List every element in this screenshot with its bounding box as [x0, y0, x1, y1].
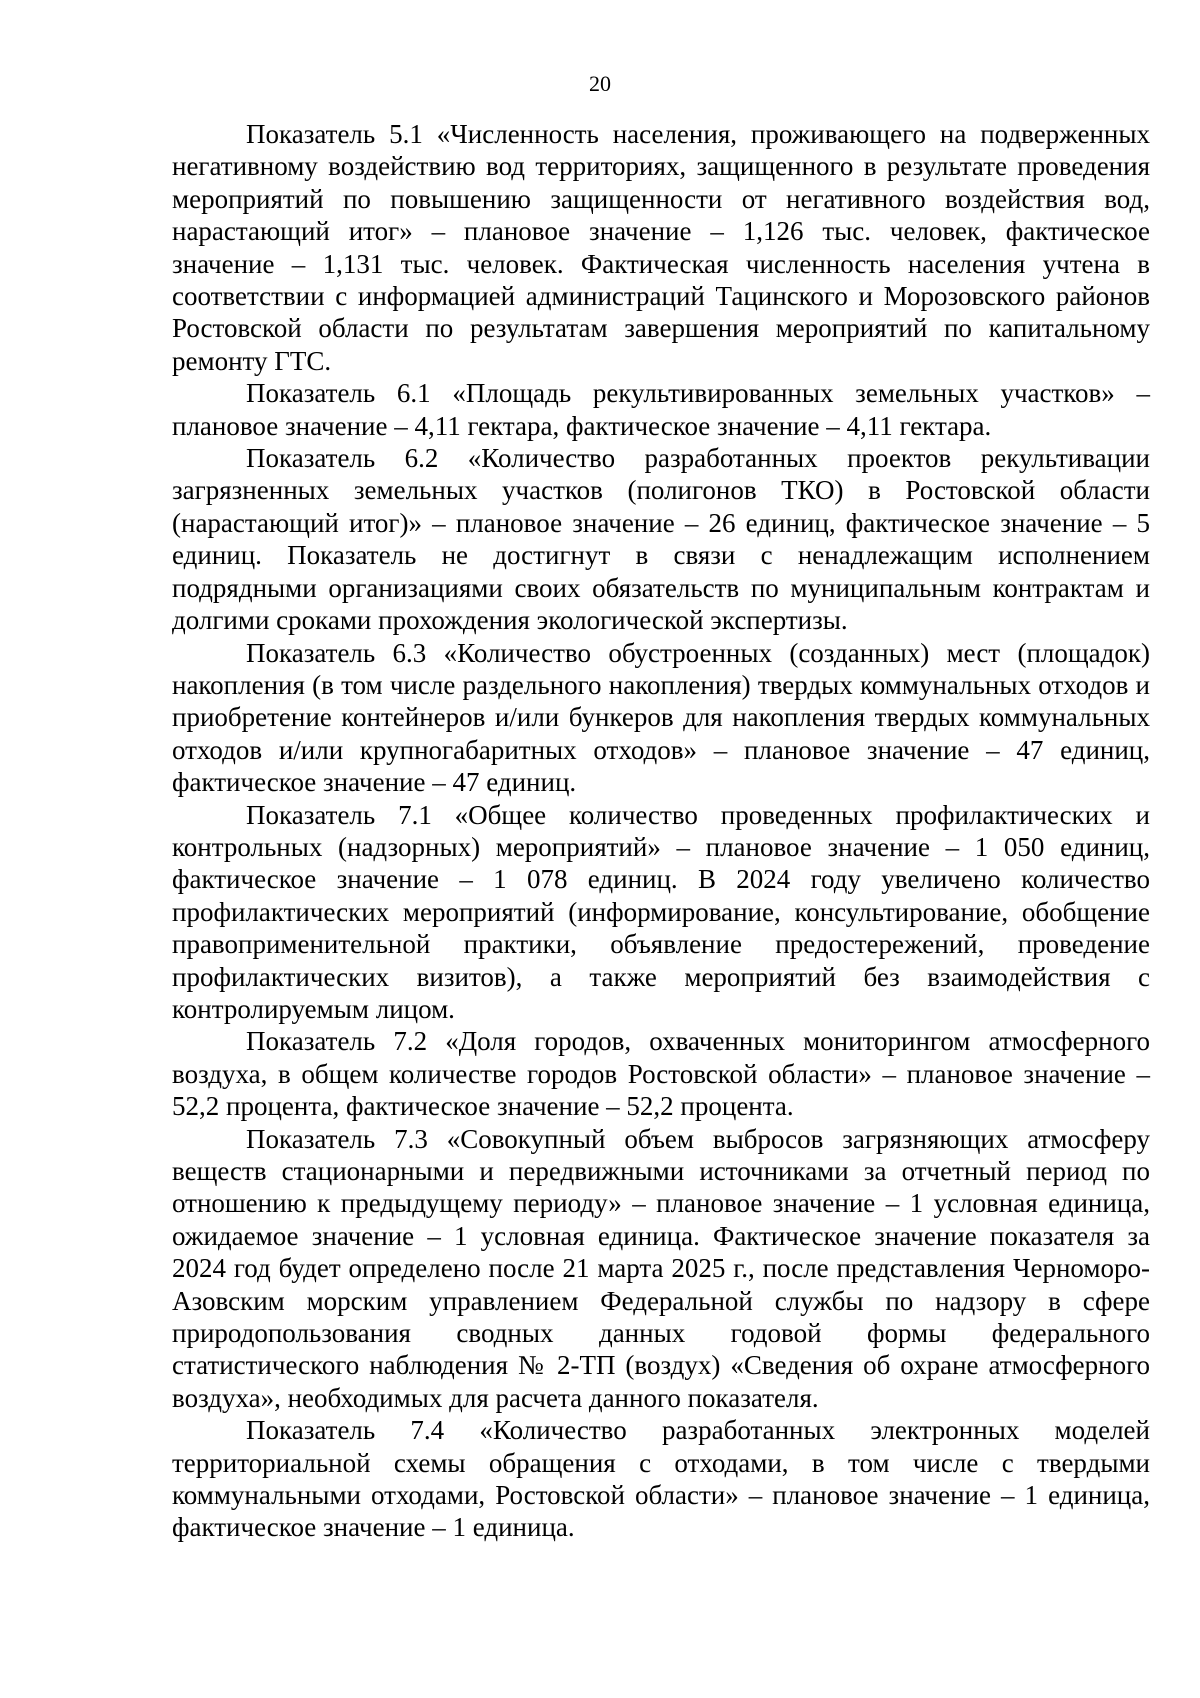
paragraph-indicator-5-1: Показатель 5.1 «Численность населения, проживающего на подверженных негативному воздействию вод территориях, защищенного в результате проведения мероприятий по повышению защищенности от негативного воздействия вод, нарастающий итог» – плановое значение – 1,126 тыс. человек, фактическое значение – 1,131 тыс. человек. Фактическая численность населения учтена в соответствии с информацией администраций Тацинского и Морозовского районов Ростовской области по результатам завершения мероприятий по капитальному ремонту ГТС. — [172, 119, 1150, 376]
paragraph-indicator-6-3: Показатель 6.3 «Количество обустроенных (созданных) мест (площадок) накопления (в том числе раздельного накопления) твердых коммунальных отходов и приобретение контейнеров и/или бункеров для накопления твердых коммунальных отходов и/или крупногабаритных отходов» – плановое значение – 47 единиц, фактическое значение – 47 единиц. — [172, 637, 1150, 798]
paragraph-indicator-7-1: Показатель 7.1 «Общее количество проведенных профилактических и контрольных (надзорных) мероприятий» – плановое значение – 1 050 единиц, фактическое значение – 1 078 единиц. В 2024 году увеличено количество профилактических мероприятий (информирование, консультирование, обобщение правоприменительной практики, объявление предостережений, проведение профилактических визитов), а также мероприятий без взаимодействия с контролируемым лицом. — [172, 799, 1150, 1024]
paragraph-indicator-7-3: Показатель 7.3 «Совокупный объем выбросов загрязняющих атмосферу веществ стационарными и передвижными источниками за отчетный период по отношению к предыдущему периоду» – плановое значение – 1 условная единица, ожидаемое значение – 1 условная единица. Фактическое значение показателя за 2024 год будет определено после 21 марта 2025 г., после представления Черноморо-Азовским морским управлением Федеральной службы по надзору в сфере природопользования сводных данных годовой формы федерального статистического наблюдения № 2-ТП (воздух) «Сведения об охране атмосферного воздуха», необходимых для расчета данного показателя. — [172, 1123, 1150, 1413]
paragraph-indicator-6-1: Показатель 6.1 «Площадь рекультивированных земельных участков» – плановое значение – 4,11 гектара, фактическое значение – 4,11 гектара. — [172, 378, 1150, 441]
paragraph-indicator-6-2: Показатель 6.2 «Количество разработанных проектов рекультивации загрязненных земельных участков (полигонов ТКО) в Ростовской области (нарастающий итог)» – плановое значение – 26 единиц, фактическое значение – 5 единиц. Показатель не достигнут в связи с ненадлежащим исполнением подрядными организациями своих обязательств по муниципальным контрактам и долгими сроками прохождения экологической экспертизы. — [172, 443, 1150, 636]
page-number: 20 — [589, 71, 611, 96]
document-body — [172, 118, 1150, 1544]
paragraph-indicator-7-2: Показатель 7.2 «Доля городов, охваченных мониторингом атмосферного воздуха, в общем количестве городов Ростовской области» – плановое значение – 52,2 процента, фактическое значение – 52,2 процента. — [172, 1026, 1150, 1122]
paragraph-indicator-7-4: Показатель 7.4 «Количество разработанных электронных моделей территориальной схемы обращения с отходами, в том числе с твердыми коммунальными отходами, Ростовской области» – плановое значение – 1 единица, фактическое значение – 1 единица. — [172, 1415, 1150, 1543]
